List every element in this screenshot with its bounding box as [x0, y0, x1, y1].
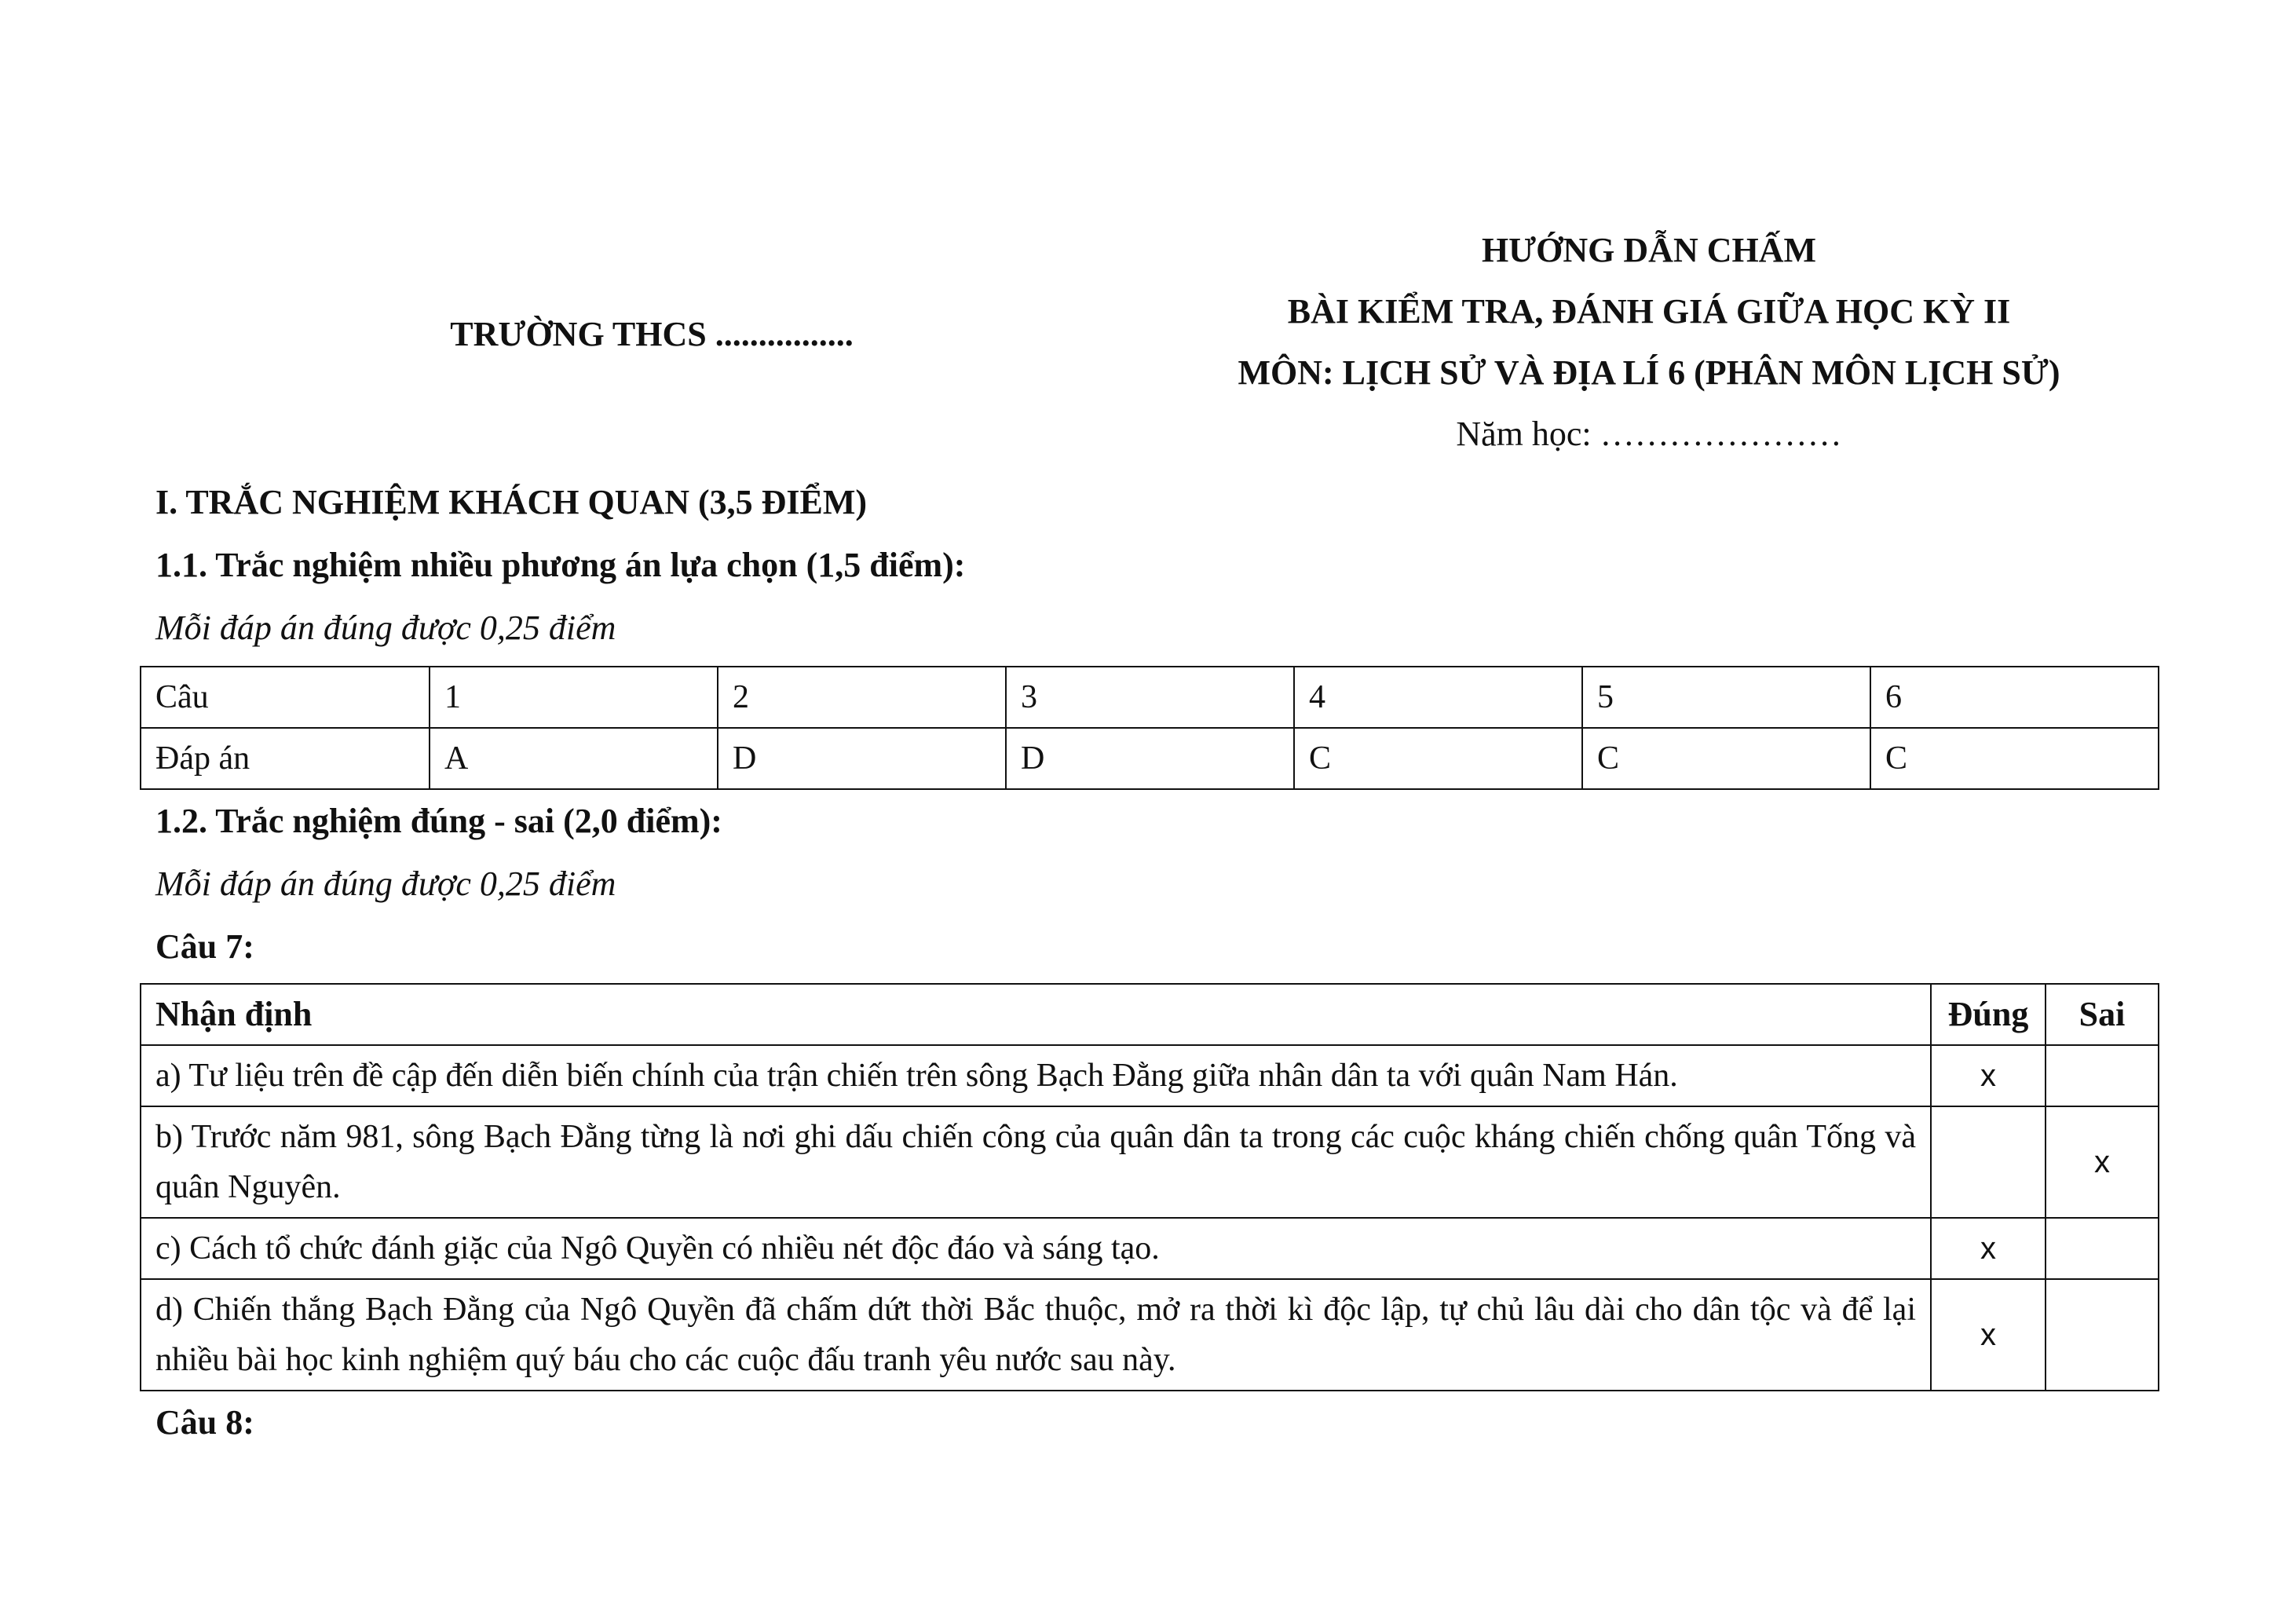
statement-text: c) Cách tổ chức đánh giặc của Ngô Quyền có nhiều nét độc đáo và sáng tạo.	[141, 1218, 1931, 1279]
answer-value: D	[1006, 728, 1294, 789]
question-7-label: Câu 7:	[155, 927, 254, 966]
multiple-choice-answer-table	[140, 666, 2159, 790]
statement-text: b) Trước năm 981, sông Bạch Đằng từng là nơi ghi dấu chiến công của quân dân ta trong các cuộc kháng chiến chống quân Tống và quân Nguyên.	[141, 1106, 1931, 1218]
main-content	[155, 471, 2166, 1454]
table-row	[141, 1106, 2159, 1218]
heading-exam: BÀI KIỂM TRA, ĐÁNH GIÁ GIỮA HỌC KỲ II	[1287, 292, 2011, 331]
false-mark	[2046, 1218, 2159, 1279]
row-label-answer: Đáp án	[141, 728, 430, 789]
question-number: 1	[430, 667, 718, 728]
document-heading	[1178, 220, 2120, 465]
false-mark: x	[2046, 1106, 2159, 1218]
part2-title: 1.2. Trắc nghiệm đúng - sai (2,0 điểm):	[155, 802, 722, 840]
school-name: TRƯỜNG THCS ................	[450, 315, 854, 353]
answer-value: C	[1870, 728, 2159, 789]
question-number: 5	[1582, 667, 1870, 728]
answer-value: C	[1294, 728, 1582, 789]
school-year: Năm học: …………………	[1456, 415, 1842, 453]
part2-note: Mỗi đáp án đúng được 0,25 điểm	[155, 865, 616, 903]
table-row	[141, 1218, 2159, 1279]
true-mark: x	[1931, 1279, 2046, 1391]
true-mark	[1931, 1106, 2046, 1218]
heading-title: HƯỚNG DẪN CHẤM	[1481, 231, 1817, 269]
question-number: 3	[1006, 667, 1294, 728]
true-false-answer-table	[140, 983, 2159, 1391]
true-mark: x	[1931, 1218, 2046, 1279]
false-mark	[2046, 1279, 2159, 1391]
part1-title: 1.1. Trắc nghiệm nhiều phương án lựa chọn (1,5 điểm):	[155, 546, 966, 584]
true-mark: x	[1931, 1045, 2046, 1106]
header-statement: Nhận định	[141, 984, 1931, 1045]
answer-row	[141, 728, 2159, 789]
question-8-label: Câu 8:	[155, 1403, 254, 1442]
header-true: Đúng	[1931, 984, 2046, 1045]
answer-value: D	[718, 728, 1006, 789]
answer-value: C	[1582, 728, 1870, 789]
section-title: I. TRẮC NGHIỆM KHÁCH QUAN (3,5 ĐIỂM)	[155, 483, 868, 521]
answer-value: A	[430, 728, 718, 789]
heading-subject: MÔN: LỊCH SỬ VÀ ĐỊA LÍ 6 (PHÂN MÔN LỊCH SỬ)	[1238, 353, 2060, 392]
header-false: Sai	[2046, 984, 2159, 1045]
question-number: 6	[1870, 667, 2159, 728]
row-label-question: Câu	[141, 667, 430, 728]
statement-text: d) Chiến thắng Bạch Đằng của Ngô Quyền đã chấm dứt thời Bắc thuộc, mở ra thời kì độc lập, tự chủ lâu dài cho dân tộc và để lại nhiều bài học kinh nghiệm quý báu cho các cuộc đấu tranh yêu nước sau này.	[141, 1279, 1931, 1391]
question-number: 2	[718, 667, 1006, 728]
table-header-row	[141, 984, 2159, 1045]
question-row	[141, 667, 2159, 728]
question-number: 4	[1294, 667, 1582, 728]
table-row	[141, 1279, 2159, 1391]
false-mark	[2046, 1045, 2159, 1106]
table-row	[141, 1045, 2159, 1106]
part1-note: Mỗi đáp án đúng được 0,25 điểm	[155, 609, 616, 647]
statement-text: a) Tư liệu trên đề cập đến diễn biến chính của trận chiến trên sông Bạch Đằng giữa nhân dân ta với quân Nam Hán.	[141, 1045, 1931, 1106]
